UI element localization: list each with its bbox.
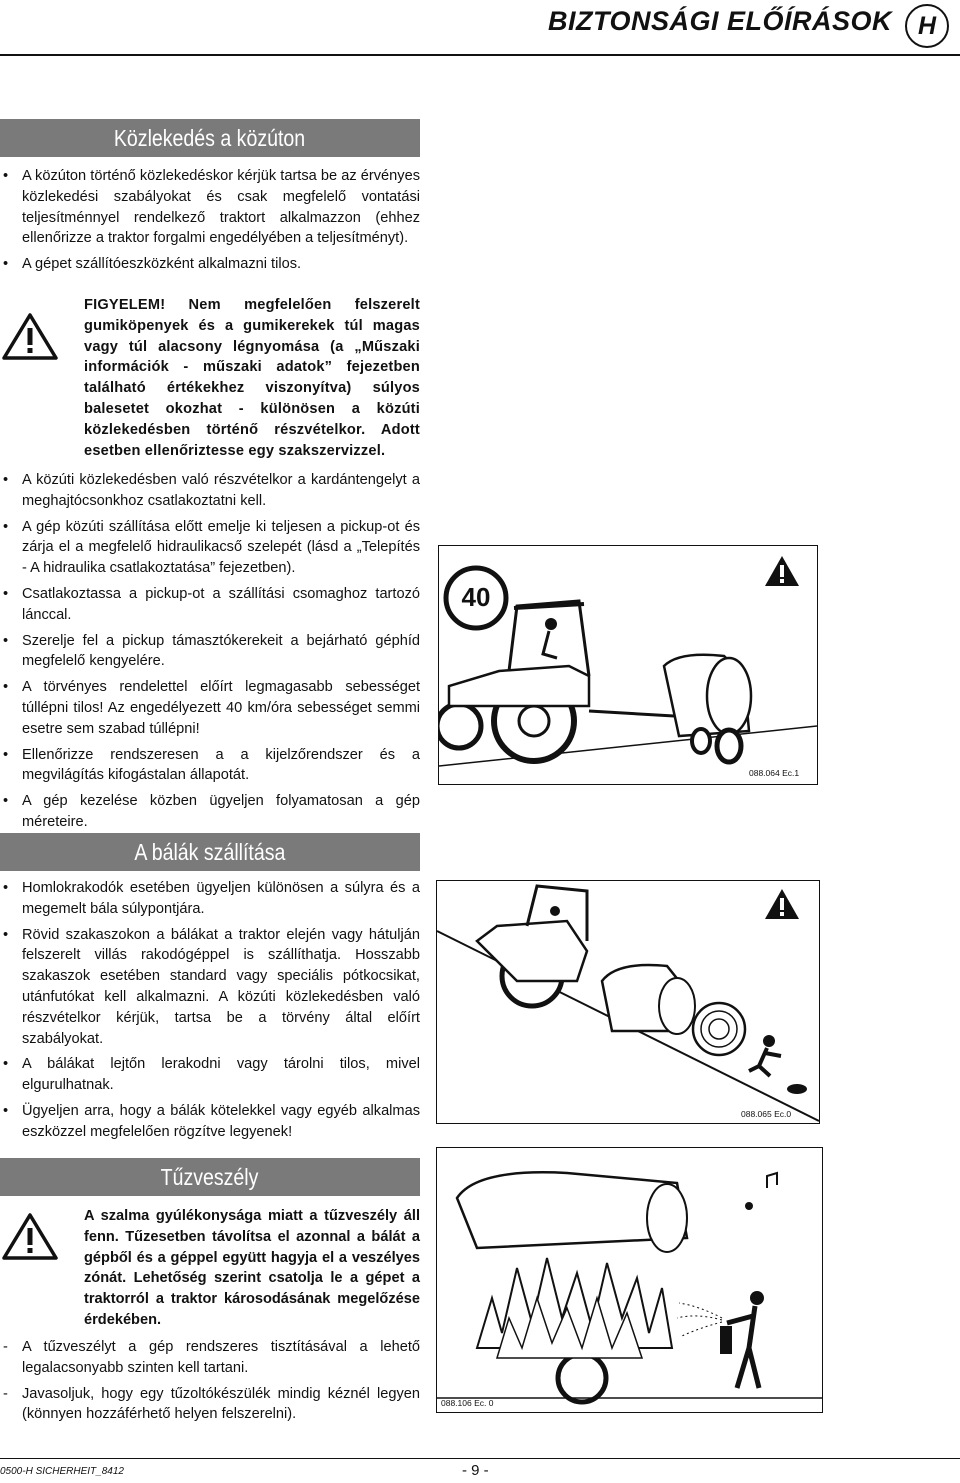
- list-item: • Ellenőrizze rendszeresen a a kijelzőrendszer és a megvilágítás kifogástalan állapotát.: [3, 746, 420, 784]
- bullet-mark: •: [3, 1056, 9, 1073]
- figure-fire: [436, 1147, 823, 1413]
- footer-doc-id: 0500-H SICHERHEIT_8412: [0, 1466, 124, 1477]
- header-rule: [0, 54, 960, 56]
- bullet-mark: •: [3, 472, 9, 488]
- list-item: • A gépet szállítóeszközként alkalmazni tilos.: [0, 254, 420, 275]
- section-letter-badge: H: [905, 4, 949, 48]
- list-item: - Javasoljuk, hogy egy tűzoltókészülék mindig kéznél legyen (könnyen hozzáférhető helyen felszerelni).: [3, 1385, 420, 1423]
- footer-rule: [0, 1458, 960, 1459]
- list-item: • A közúti közlekedésben való részvételkor a kardántengelyt a meghajtócsonkhoz csatlakoztatni kell.: [3, 472, 420, 509]
- road-warning-text: FIGYELEM! Nem megfelelően felszerelt gumiköpenyek és a gumikerekek túl magas vagy túl alacsony légnyomása (a „Műszaki információk - műszaki adatok” fejezetben található értékekhez viszonyítva) súlyos balesetet okozhat - különösen a közúti közlekedésben történő részvételkor. Adott esetben ellenőriztesse egy szakszervizzel.: [84, 297, 420, 459]
- bale-rolling-illustration: [437, 881, 819, 1123]
- road-bullets-b: [0, 470, 420, 838]
- figure-code: 088.065 Ec.0: [741, 1109, 792, 1119]
- fire-warning-text: A szalma gyúlékonysága miatt a tűzveszély áll fenn. Tűzesetben távolítsa el azonnal a bálát a gépből és a géppel együtt hagyja el a veszélyes zónát. Lehetőség szerint csatolja le a gépet a traktorról a traktor károsodásának megelőzése érdekében.: [84, 1208, 420, 1328]
- figure-road-transport: [438, 545, 818, 785]
- list-item: • A törvényes rendelettel előírt legmagasabb sebességet túllépni tilos! Az engedélyezett 40 km/óra sebességet semmi esetre sem szabad túllépni!: [3, 679, 420, 737]
- bullet-mark: •: [3, 926, 9, 943]
- fire-dashes: [0, 1337, 420, 1430]
- page-number: - 9 -: [462, 1462, 489, 1479]
- dash-mark: -: [3, 1385, 8, 1402]
- bullet-mark: •: [3, 793, 9, 810]
- warning-triangle-icon: [2, 312, 58, 360]
- bullet-mark: •: [3, 746, 9, 763]
- section-title-bales: A bálák szállítása: [0, 833, 420, 871]
- figure-code: 088.064 Ec.1: [749, 768, 800, 778]
- list-item: • Homlokrakodók esetében ügyeljen különösen a súlyra és a megemelt bála súlypontjára.: [3, 880, 420, 917]
- bullet-mark: •: [3, 679, 9, 696]
- list-item: • A gép kezelése közben ügyeljen folyamatosan a gép méreteire.: [3, 793, 420, 830]
- bullet-mark: •: [3, 585, 9, 602]
- section-title-road: Közlekedés a közúton: [0, 119, 420, 157]
- list-item: • Csatlakoztassa a pickup-ot a szállítási csomaghoz tartozó lánccal.: [3, 585, 420, 623]
- list-item: - A tűzveszélyt a gép rendszeres tisztításával a lehető legalacsonyabb szinten kell tartani.: [3, 1339, 420, 1376]
- list-item: • Ügyeljen arra, hogy a bálák kötelekkel vagy egyéb alkalmas eszközzel megfelelően rögzítve legyenek!: [3, 1102, 420, 1140]
- bullet-mark: •: [3, 518, 9, 535]
- page-header-title: BIZTONSÁGI ELŐÍRÁSOK: [548, 6, 893, 36]
- fire-extinguishing-illustration: [437, 1148, 822, 1412]
- bales-bullets: [0, 878, 420, 1148]
- list-item: • Szerelje fel a pickup támasztókerekeit a bejárható géphíd megfelelő kengyelére.: [3, 632, 420, 670]
- bullet-mark: •: [3, 256, 9, 273]
- bullet-mark: •: [3, 880, 9, 896]
- speed-limit-sign: 40: [461, 582, 491, 612]
- bullet-mark: •: [3, 632, 9, 649]
- figure-code: 088.106 Ec. 0: [441, 1398, 494, 1408]
- road-bullets-a: [0, 166, 420, 280]
- list-item: • A gép közúti szállítása előtt emelje ki teljesen a pickup-ot és zárja el a megfelelő hidraulikacső szelepét (lásd a „Telepítés - A hidraulika csatlakoztatása” fejezetben).: [3, 518, 420, 577]
- bullet-mark: •: [3, 1102, 9, 1119]
- list-item: • A közúton történő közlekedéskor kérjük tartsa be az érvényes közlekedési szabályokat és csak megfelelő vontatási teljesítménnyel rendelkező traktort alkalmazzon (ehhez ellenőrizze a traktor forgalmi engedélyében a teljesítményt).: [3, 168, 420, 247]
- bullet-mark: •: [3, 168, 9, 184]
- warning-triangle-icon: [2, 1212, 58, 1260]
- list-item: • Rövid szakaszokon a bálákat a traktor elején vagy hátulján felszerelt villás rakodógéppel is szállíthatja. Hosszabb szakaszok esetében standard vagy speciális pótkocsikat, utánfutókat kell alkalmazni. A közúti közlekedésben való részvételkor kérjük, tartsa be a törvény által előírt szabályokat.: [3, 926, 420, 1047]
- list-item: • A bálákat lejtőn lerakodni vagy tárolni tilos, mivel elgurulhatnak.: [3, 1056, 420, 1094]
- section-title-fire: Tűzveszély: [0, 1158, 420, 1196]
- dash-mark: -: [3, 1339, 8, 1355]
- figure-bale-slope: [436, 880, 820, 1124]
